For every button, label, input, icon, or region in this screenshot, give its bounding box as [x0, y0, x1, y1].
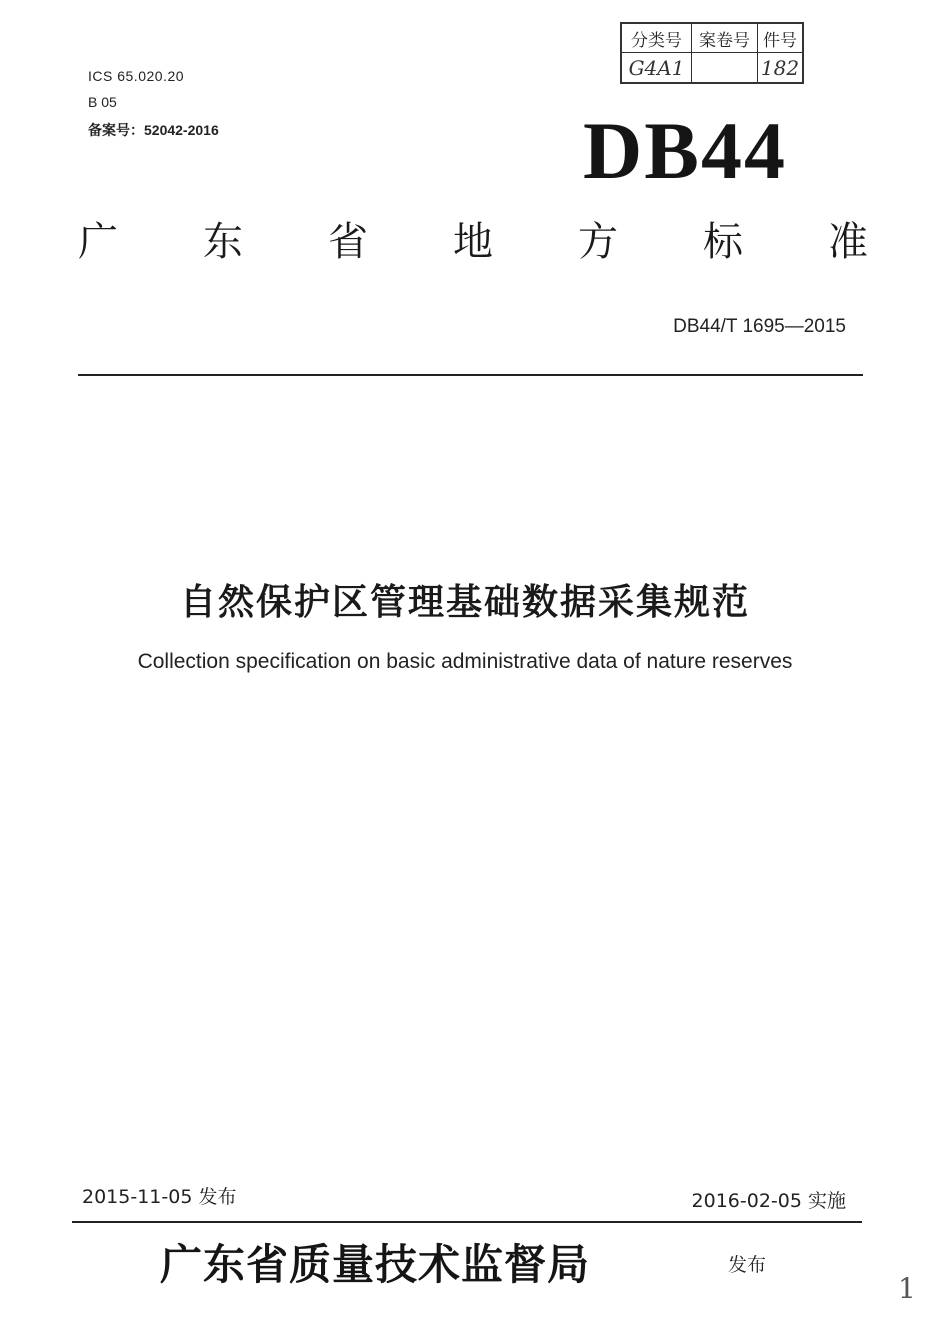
standard-type-char: 方 — [578, 219, 618, 265]
standard-type-title — [78, 219, 868, 265]
stamp-header-classification: 分类号 — [622, 24, 692, 53]
standard-code: DB44 — [583, 105, 787, 196]
standard-type-char: 东 — [203, 219, 243, 265]
issuer-label: 发布 — [728, 1254, 767, 1276]
stamp-value-file-volume — [692, 53, 758, 82]
archive-stamp — [620, 22, 804, 84]
standard-type-char: 标 — [703, 219, 743, 265]
bottom-divider — [72, 1221, 862, 1223]
standard-type-char: 广 — [78, 219, 118, 265]
standard-type-char: 地 — [453, 219, 493, 265]
issue-date: 2015-11-05 发布 — [82, 1186, 237, 1208]
standard-number: DB44/T 1695—2015 — [673, 316, 846, 337]
stamp-header-item-no: 件号 — [758, 24, 802, 53]
issuing-authority: 广东省质量技术监督局 — [160, 1240, 591, 1289]
stamp-header-file-volume: 案卷号 — [692, 24, 758, 53]
top-divider — [78, 374, 863, 376]
standard-type-char: 省 — [328, 219, 368, 265]
document-title-zh: 自然保护区管理基础数据采集规范 — [179, 582, 750, 623]
implementation-date: 2016-02-05 实施 — [691, 1190, 846, 1212]
ics-code: ICS 65.020.20 — [88, 68, 185, 84]
stamp-value-item-no: 182 — [760, 55, 800, 80]
standard-type-char: 准 — [828, 219, 868, 265]
page-mark: 1 — [898, 1272, 916, 1305]
stamp-value-classification: G4A1 — [622, 53, 692, 82]
category-code: B 05 — [88, 94, 117, 110]
document-title-en: Collection specification on basic administrative data of nature reserves — [137, 650, 793, 673]
filing-number: 备案号：52042-2016 — [88, 122, 219, 138]
